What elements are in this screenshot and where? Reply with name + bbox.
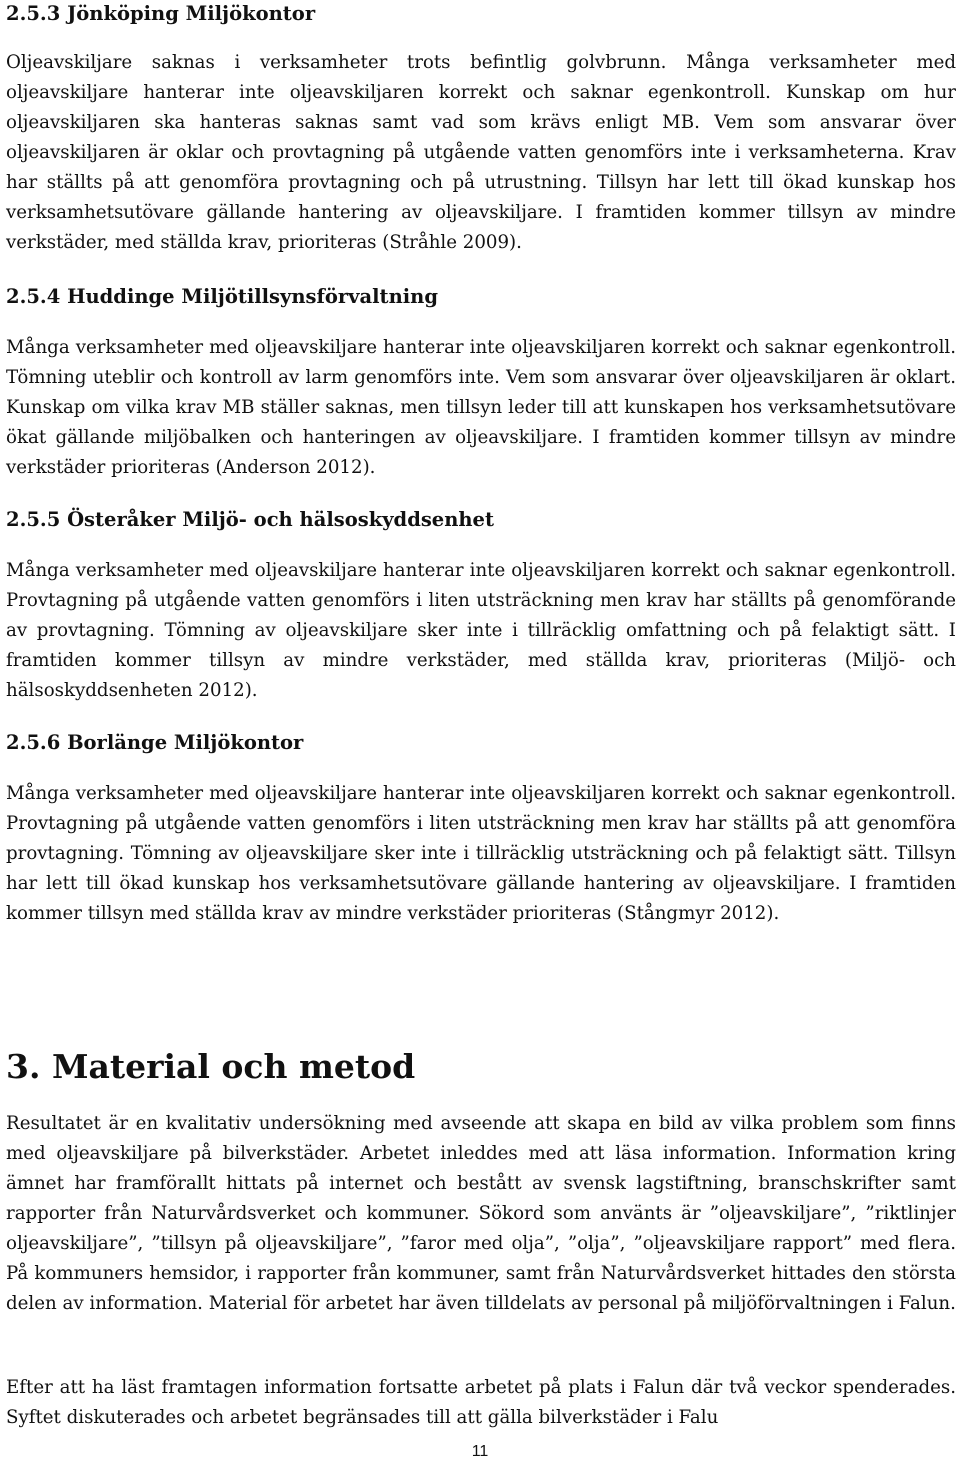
chapter-paragraph: Resultatet är en kvalitativ undersökning med avseende att skapa en bild av vilka problem som finns med oljeavskiljare på bilverkstäder. Arbetet inleddes med att läsa information. Information kring ämnet har framförallt hittats på internet och bestått av svensk lagstiftning, branschskrifter samt rapporter från Naturvårdsverket och kommuner. Sökord som använts är ”oljeavskiljare”, ”riktlinjer oljeavskiljare”, ”tillsyn på oljeavskiljare”, ”faror med olja”, ”olja”, ”oljeavskiljare rapport” med flera. På kommuners hemsidor, i rapporter från kommuner, samt från Naturvårdsverket hittades den största delen av information. Material för arbetet har även tilldelats av personal på miljöförvaltningen i Falun. [6, 1113, 956, 1314]
chapter-3 [6, 1045, 956, 1089]
section-paragraph: Många verksamheter med oljeavskiljare hanterar inte oljeavskiljaren korrekt och saknar egenkontroll. Provtagning på utgående vatten genomförs i liten utsträckning men krav har ställts på genomförande av provtagning. Tömning av oljeavskiljare sker inte i tillräcklig omfattning och på felaktigt sätt. I framtiden kommer tillsyn av mindre verkstäder, med ställda krav, prioriteras (Miljö- och hälsoskyddsenheten 2012). [6, 560, 956, 701]
section-2-5-4-body [6, 333, 956, 483]
section-2-5-6 [6, 728, 956, 758]
section-heading: 2.5.5 Österåker Miljö- och hälsoskyddsenhet [6, 508, 494, 531]
section-2-5-3-body [6, 48, 956, 258]
section-heading: 2.5.4 Huddinge Miljötillsynsförvaltning [6, 285, 438, 308]
chapter-heading: 3. Material och metod [6, 1047, 416, 1086]
section-2-5-4 [6, 282, 956, 312]
section-heading: 2.5.3 Jönköping Miljökontor [6, 2, 316, 25]
page-number: 11 [471, 1443, 489, 1460]
section-paragraph: Många verksamheter med oljeavskiljare hanterar inte oljeavskiljaren korrekt och saknar egenkontroll. Tömning uteblir och kontroll av larm genomförs inte. Vem som ansvarar över oljeavskiljaren är oklart. Kunskap om vilka krav MB ställer saknas, men tillsyn leder till att kunskapen hos verksamhetsutövare ökat gällande miljöbalken och hanteringen av oljeavskiljare. I framtiden kommer tillsyn av mindre verkstäder prioriteras (Anderson 2012). [6, 337, 956, 478]
chapter-paragraph: Efter att ha läst framtagen information fortsatte arbetet på plats i Falun där två veckor spenderades. Syftet diskuterades och arbetet begränsades till att gälla bilverkstäder i Falu [6, 1377, 956, 1428]
section-2-5-5 [6, 505, 956, 535]
section-paragraph: Många verksamheter med oljeavskiljare hanterar inte oljeavskiljaren korrekt och saknar egenkontroll. Provtagning på utgående vatten genomförs i liten utsträckning men krav har ställts på att genomföra provtagning. Tömning av oljeavskiljare sker inte i tillräcklig utsträckning och på felaktigt sätt. Tillsyn har lett till ökad kunskap hos verksamhetsutövare gällande hantering av oljeavskiljare. I framtiden kommer tillsyn med ställda krav av mindre verkstäder prioriteras (Stångmyr 2012). [6, 783, 956, 924]
section-2-5-6-body [6, 779, 956, 929]
chapter-3-body-1 [6, 1109, 956, 1319]
section-paragraph: Oljeavskiljare saknas i verksamheter trots befintlig golvbrunn. Många verksamheter med oljeavskiljare hanterar inte oljeavskiljaren korrekt och saknar egenkontroll. Kunskap om hur oljeavskiljaren ska hanteras saknas samt vad som krävs enligt MB. Vem som ansvarar över oljeavskiljaren är oklar och provtagning på utgående vatten genomförs inte i verksamheterna. Krav har ställts på att genomföra provtagning och på utrustning. Tillsyn har lett till ökad kunskap hos verksamhetsutövare gällande hantering av oljeavskiljare. I framtiden kommer tillsyn av mindre verkstäder, med ställda krav, prioriteras (Stråhle 2009). [6, 52, 956, 253]
section-2-5-5-body [6, 556, 956, 706]
chapter-3-body-2 [6, 1373, 956, 1433]
section-heading: 2.5.6 Borlänge Miljökontor [6, 731, 304, 754]
section-2-5-3 [6, 0, 956, 29]
